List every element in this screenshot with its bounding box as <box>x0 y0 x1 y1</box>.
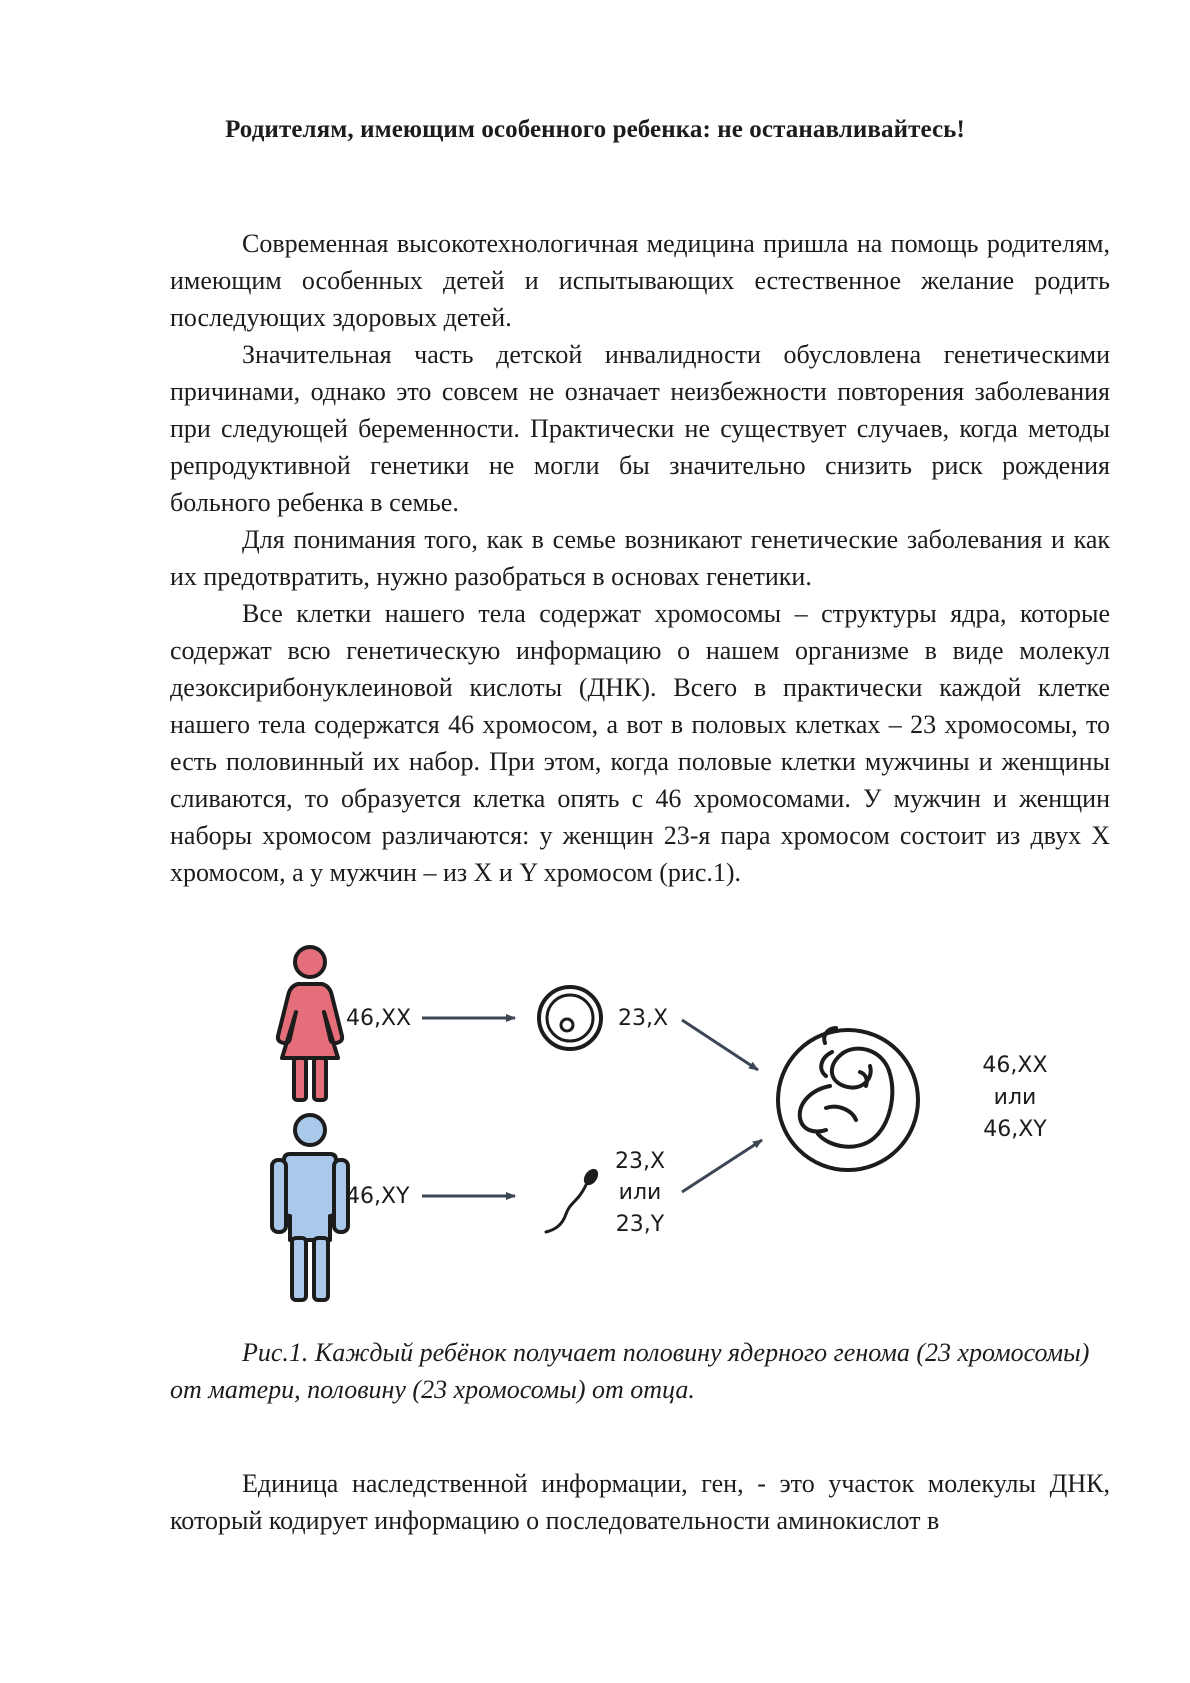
egg-karyotype-label: 23,X <box>618 1006 669 1031</box>
embryo-icon <box>778 1028 918 1170</box>
egg-cell-icon <box>539 987 601 1049</box>
female-karyotype-label: 46,XX <box>346 1006 412 1031</box>
body-text <box>170 225 1110 891</box>
male-person-icon <box>272 1115 348 1300</box>
arrow-sperm-to-embryo <box>682 1140 762 1192</box>
child-karyotype-label-xy: 46,XY <box>983 1117 1047 1142</box>
sperm-cell-icon <box>546 1166 601 1232</box>
child-karyotype-label-or: или <box>993 1085 1037 1110</box>
female-person-icon <box>278 947 342 1100</box>
figure-inheritance <box>270 940 1100 1310</box>
paragraph: Все клетки нашего тела содержат хромосомы – структуры ядра, которые содержат всю генетическую информацию о нашем организме в виде молекул дезоксирибонуклеиновой кислоты (ДНК). Всего в практически каждой клетке нашего тела содержатся 46 хромосом, а вот в половых клетках – 23 хромосомы, то есть половинный их набор. При этом, когда половые клетки мужчины и женщины сливаются, то образуется клетка опять с 46 хромосомами. У мужчин и женщин наборы хромосом различаются: у женщин 23-я пара хромосом состоит из двух X хромосом, а у мужчин – из X и Y хромосом (рис.1). <box>170 599 1110 887</box>
child-karyotype-label-xx: 46,XX <box>982 1053 1048 1078</box>
paragraph: Для понимания того, как в семье возникают генетические заболевания и как их предотвратить, нужно разобраться в основах генетики. <box>170 525 1110 591</box>
figure-caption: Рис.1. Каждый ребёнок получает половину ядерного генома (23 хромосомы) от матери, половину (23 хромосомы) от отца. <box>170 1338 1090 1404</box>
paragraph: Единица наследственной информации, ген, - это участок молекулы ДНК, который кодирует информацию о последовательности аминокислот в <box>170 1469 1110 1535</box>
body-text-continued <box>170 1465 1110 1539</box>
paragraph: Современная высокотехнологичная медицина пришла на помощь родителям, имеющим особенных детей и испытывающих естественное желание родить последующих здоровых детей. <box>170 229 1110 332</box>
sperm-karyotype-label-x: 23,X <box>614 1149 666 1174</box>
arrow-egg-to-embryo <box>682 1020 758 1070</box>
sperm-karyotype-label-y: 23,Y <box>615 1212 665 1237</box>
male-karyotype-label: 46,XY <box>346 1184 410 1209</box>
sperm-karyotype-label-or: или <box>618 1180 662 1205</box>
paragraph: Значительная часть детской инвалидности обусловлена генетическими причинами, однако это совсем не означает неизбежности повторения заболевания при следующей беременности. Практически не существует случаев, когда методы репродуктивной генетики не могли бы значительно снизить риск рождения больного ребенка в семье. <box>170 340 1110 517</box>
page-title: Родителям, имеющим особенного ребенка: не останавливайтесь! <box>225 116 965 143</box>
